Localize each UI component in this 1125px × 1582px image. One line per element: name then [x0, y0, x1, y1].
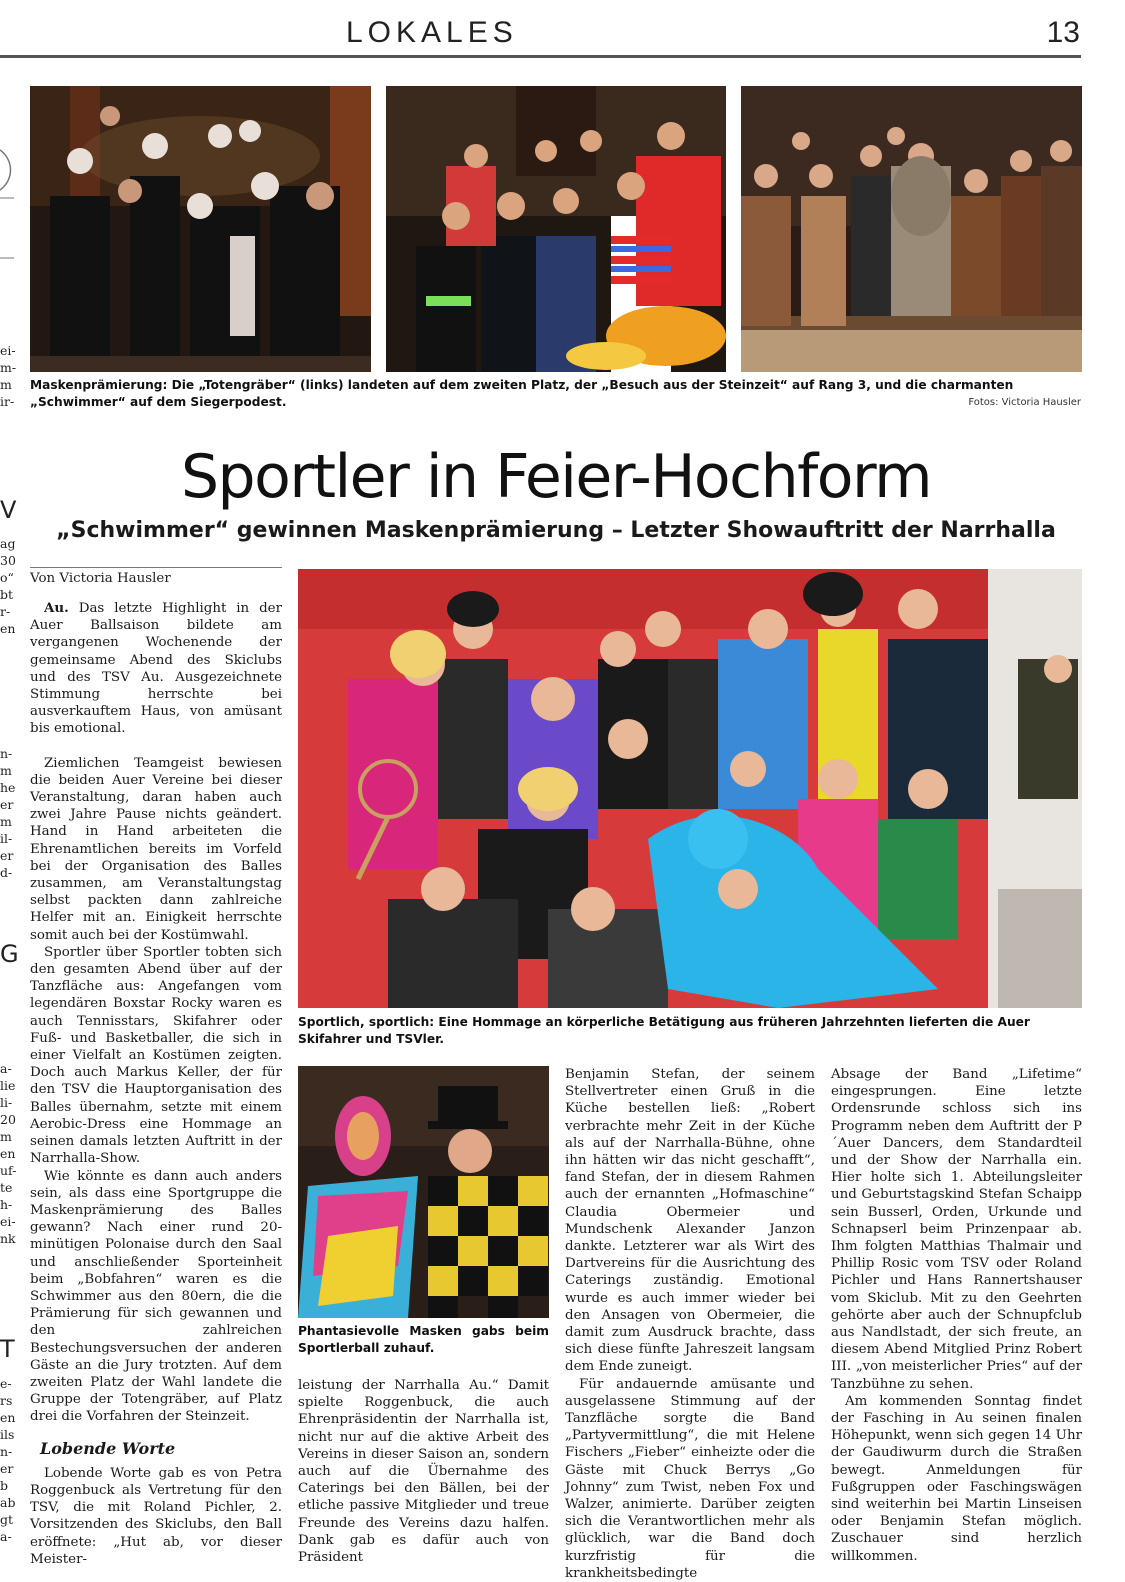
main-photo-caption: Sportlich, sportlich: Eine Hommage an körperliche Betätigung aus früheren Jahrzehnten lieferten die Auer Skifahrer und TSVler. — [298, 1015, 1030, 1046]
paragraph: Ziemlichen Teamgeist bewiesen die beiden Auer Vereine bei dieser Veranstaltung, daran haben auch zwei Jahre Pause nichts geändert. Hand in Hand arbeiteten die Ehrenamtlichen bereits im Vorfeld bei der Organisation des Balles zusammen, am Veranstaltungstag selbst packten dann zahlreiche Helfer mit an. Einigkeit herrschte somit auch bei der Kostümwahl. — [30, 755, 282, 943]
article-column-3 — [565, 1066, 815, 1582]
section-title: LOKALES — [346, 16, 518, 49]
article-column-1: Au. Das letzte Highlight in der Auer Ballsaison bildete am vergangenen Wochenende der gemeinsame Abend des Skiclubs und des TSV Au. Ausgezeichnete Stimmung herrschte bei ausverkauftem Haus, von amüsant bis emotional. Ziemlichen Teamgeist bewiesen die beiden Auer Vereine bei dieser Veranstaltung, daran haben auch zwei Jahre Pause nichts geändert. Hand in Hand arbeiteten die Ehrenamtlichen bereits im Vorfeld bei der Organisation des Balles zusammen, am Veranstaltungstag selbst packten dann zahlreiche Helfer mit an. Einigkeit herrschte somit auch bei der Kostümwahl. Sportler über Sportler tobten sich den gesamten Abend über auf der Tanzfläche aus: Angefangen vom legendären Boxstar Rocky waren es auch Tennisstars, Skifahrer oder Fuß- und Basketballer, die sich in einer Vielfalt an Kostümen zeigten. Doch auch Markus Keller, der für den TSV die Hauptorganisation des Balles übernahm, setzte mit einem Aerobic-Dress eine Hommage an seinen damals letzten Auftritt in der Narrhalla-Show. Wie könnte es dann auch anders sein, als dass eine Sportgruppe die Maskenprämierung des Balles gewann? Nach einer rund 20-minütigen Polonaise durch den Saal und anschließender Sporteinheit beim „Bobfahren“ waren es die Schwimmer aus den 80ern, die die Prämierung für sich gewannen und den zahlreichen Bestechungsversuchen der anderen Gäste an die Jury trotzten. Auf dem zweiten Platz der Wahl landete die Gruppe der Totengräber, auf Platz drei die Vorfahren der Steinzeit. Lobende Worte Lobende Worte gab es von Petra Roggenbuck als Vertretung für den TSV, die mit Roland Pichler, 2. Vorsitzenden des Skiclubs, den Ball eröffnete: „Hut ab, vor dieser Meister- — [30, 600, 282, 1567]
photo-totengraeber — [30, 86, 371, 372]
paragraph: Lobende Worte gab es von Petra Roggenbuck als Vertretung für den TSV, die mit Roland Pichler, 2. Vorsitzenden des Skiclubs, den Ball eröffnete: „Hut ab, vor dieser Meister- — [30, 1465, 282, 1567]
paragraph: Absage der Band „Lifetime“ eingesprungen. Eine letzte Ordensrunde schloss sich ins Programm neben dem Auftritt der P´Auer Dancers, dem Standardteil und der Show der Narrhalla ein. Hier holte sich 1. Abteilungsleiter und Geburtstagskind Stefan Schaipp sein Busserl, Orden, Urkunde und Schnapserl beim Prinzenpaar ab. Ihm folgten Matthias Thalmair und Phillip Rosic vom TSV oder Roland Pichler und Hans Rannertshauser vom Skiclub. Mit zu den Geehrten gehörte aber auch der Schnupfclub aus Nandlstadt, der sich freute, an diesem Abend Mitglied Prinz Robert III. „von meisterlicher Pries“ auf der Tanzbühne zu sehen. — [831, 1067, 1082, 1392]
headline: Sportler in Feier-Hochform — [180, 442, 932, 512]
edge-fragment-block4: a- lie li- 20 m en uf- te h- ei- nk — [0, 1061, 17, 1246]
paragraph: Benjamin Stefan, der seinem Stellvertreter einen Gruß in die Küche bestellen ließ: „Robert verbrachte mehr Zeit in der Küche als auf der Narrhalla-Bühne, ohne ihn hätten wir das nicht geschafft“, fand Stefan, der in diesem Rahmen auch der ernannten „Hofmaschine“ Claudia Obermeier und Mundschenk Alexander Janzon dankte. Letzterer war als Wirt des Dartvereins für die Ausrichtung des Caterings zuständig. Emotional wurde es auch immer wieder bei den Ansagen von Obermeier, die damit zum Ausdruck brachte, dass sich diese fünfte Jahreszeit langsam dem Ende zuneigt. — [565, 1067, 815, 1375]
edge-letter-g: G — [0, 940, 19, 968]
photo-sportler-group — [298, 569, 1082, 1008]
header-rule — [0, 55, 1081, 58]
photo-phantasie-masken — [298, 1066, 549, 1318]
small-photo-caption: Phantasievolle Masken gabs beim Sportlerball zuhauf. — [298, 1324, 549, 1355]
byline-rule — [30, 567, 282, 568]
paragraph: Sportler über Sportler tobten sich den gesamten Abend über auf der Tanzfläche aus: Angefangen vom legendären Boxstar Rocky waren es auch Tennisstars, Skifahrer oder Fuß- und Basketballer, die sich in einer Vielfalt an Kostümen zeigten. Doch auch Markus Keller, der für den TSV die Hauptorganisation des Balles übernahm, setzte mit einem Aerobic-Dress eine Hommage an seinen damals letzten Auftritt in der Narrhalla-Show. — [30, 944, 282, 1167]
edge-fragment-block1: ei- m- m ir- — [0, 343, 17, 409]
article-column-4 — [831, 1066, 1082, 1565]
paragraph: Am kommenden Sonntag findet der Fasching in Au seinen finalen Höhepunkt, wenn sich gegen 14 Uhr der Gaudiwurm durch die Straßen bewegt. Anmeldungen für Fußgruppen oder Faschingswägen sind weiterhin bei Martin Linseisen oder Benjamin Stefan möglich. Zuschauer sind herzlich willkommen. — [831, 1393, 1082, 1564]
page-number: 13 — [1046, 16, 1080, 49]
edge-fragment-block3: n- m he er m il- er d- — [0, 746, 16, 880]
section-subheading: Lobende Worte — [40, 1438, 176, 1458]
edge-fragment-1 — [0, 150, 22, 264]
byline: Von Victoria Hausler — [30, 571, 171, 586]
edge-fragment-block5: e- rs en ils n- er b ab gt a- — [0, 1376, 16, 1544]
edge-fragment-block2: ag 30 o“ bt r- en — [0, 536, 16, 636]
paragraph: Wie könnte es dann auch anders sein, als dass eine Sportgruppe die Maskenprämierung des Balles gewann? Nach einer rund 20-minütigen Polonaise durch den Saal und anschließender Sporteinheit beim „Bobfahren“ waren es die Schwimmer aus den 80ern, die die Prämierung für sich gewannen und den zahlreichen Bestechungsversuchen der anderen Gäste an die Jury trotzten. Auf dem zweiten Platz der Wahl landete die Gruppe der Totengräber, auf Platz drei die Vorfahren der Steinzeit. — [30, 1168, 282, 1425]
photo-schwimmer — [386, 86, 726, 372]
paragraph: leistung der Narrhalla Au.“ Damit spielte Roggenbuck, die auch Ehrenpräsidentin der Narrhalla ist, nicht nur auf die aktive Arbeit des Vereins in dieser Saison an, sondern auch auf die Übernahme des Caterings bei den Bällen, bei der etliche passive Mitglieder und treue Freunde des Vereins dazu halfen. Dank gab es dafür auch von Präsident — [298, 1378, 549, 1566]
article-column-2 — [298, 1377, 549, 1566]
photo-credit: Fotos: Victoria Hausler — [968, 397, 1081, 408]
subheadline: „Schwimmer“ gewinnen Maskenprämierung – Letzter Showauftritt der Narrhalla — [56, 518, 1056, 543]
edge-letter-v: V — [0, 496, 17, 524]
photo-steinzeit — [741, 86, 1082, 372]
top-photos-caption: Maskenprämierung: Die „Totengräber“ (links) landeten auf dem zweiten Platz, der „Besuch aus der Steinzeit“ auf Rang 3, und die charmanten „Schwimmer“ auf dem Siegerpodest. — [30, 378, 1014, 409]
dateline: Au. — [44, 600, 69, 616]
edge-letter-t: T — [0, 1335, 15, 1363]
paragraph: Für andauernde amüsante und ausgelassene Stimmung auf der Tanzfläche sorgte die Band „Partyvermittlung“, die mit Helene Fischers „Fieber“ einheizte oder die Gäste mit Chuck Berrys „Go Johnny“ zum Twist, neben Fox und Walzer, animierte. Darüber zeigten sich die Verantwortlichen mehr als glücklich, war die Band doch kurzfristig für die krankheitsbedingte — [565, 1376, 815, 1581]
